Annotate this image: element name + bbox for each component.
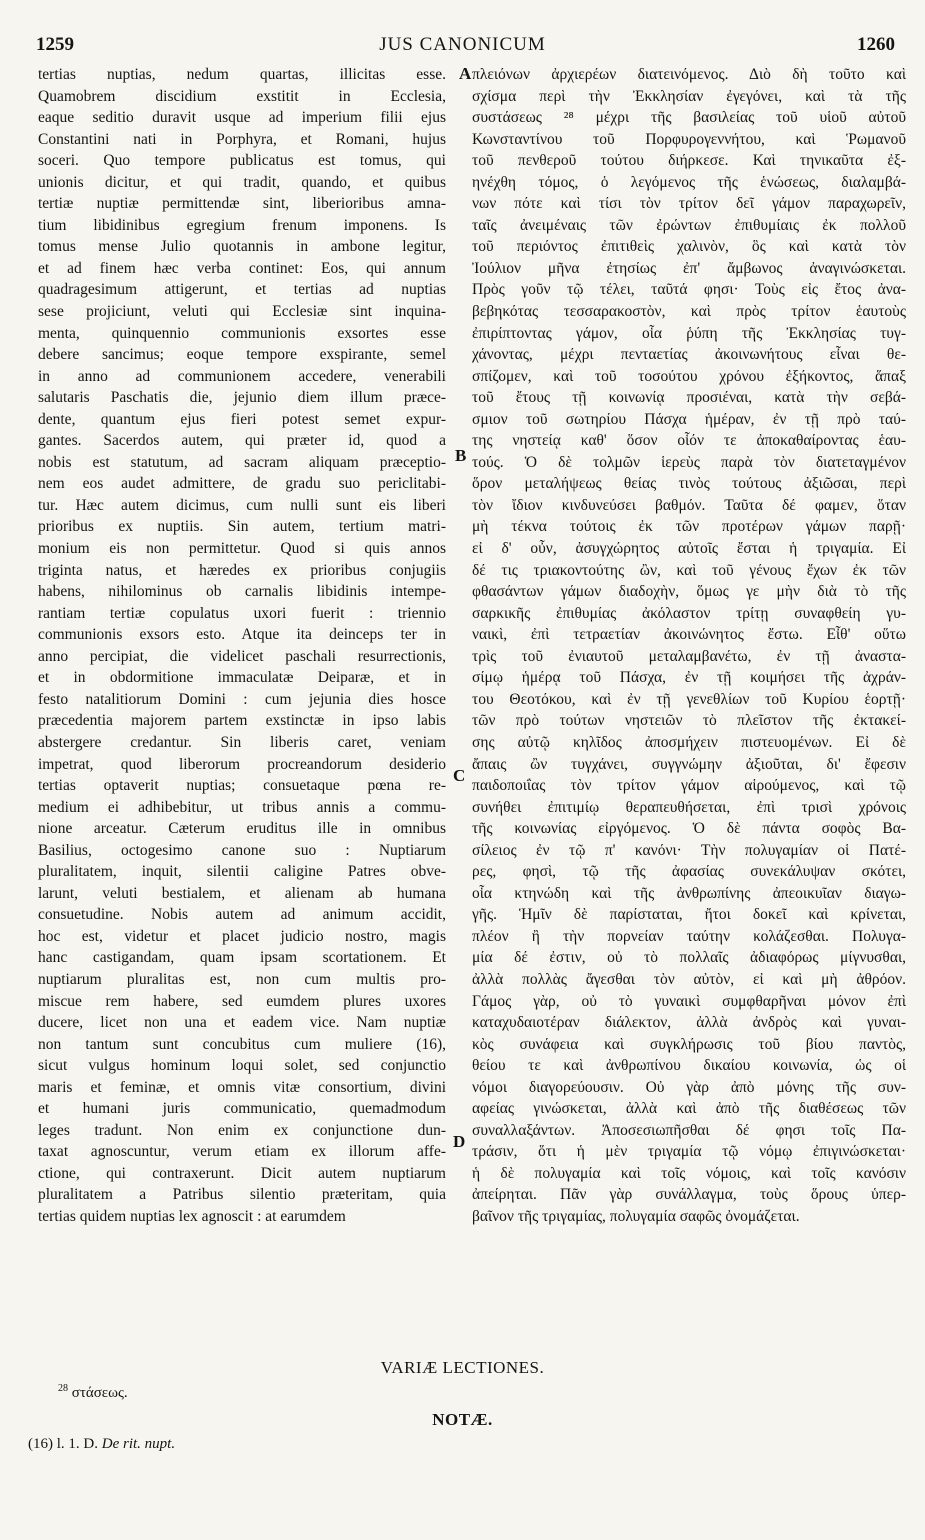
latin-line: habens, nihilominus ob carnalis libidinis intempe-	[38, 583, 446, 601]
latin-line: nobis est statutum, ad sacram aliquam præceptio-	[38, 453, 446, 471]
latin-line: quadragesimum attigerunt, et tertias ad nuptias	[38, 281, 446, 299]
greek-line: ρες, φησὶ, τῷ τῆς ἀφασίας συνεκάλυψαν σκότει,	[472, 863, 906, 881]
greek-line: τῶν πρὸ τούτων νηστειῶν τὸ πλεῖστον τῆς ἐκτακεί-	[472, 712, 906, 730]
latin-line: soceri. Quo tempore publicatus est tomus, qui	[38, 152, 446, 170]
latin-line: tomus mense Julio quotannis in ambone legitur,	[38, 238, 446, 256]
greek-line: τῆς κοινωνίας εἰργόμενος. Ὁ δὲ πάντα σοφὸς Βα-	[472, 820, 906, 838]
greek-line: ἀπείρηται. Πᾶν γὰρ συνάλλαγμα, τοὺς ὅρους ὑπερ-	[472, 1186, 906, 1204]
greek-line: τρὶς τοῦ ἐνιαυτοῦ μεταλαμβανέτω, ἐν τῇ ἀναστα-	[472, 647, 906, 665]
greek-line: κὸς συνάφεια καὶ συγκλήρωσις τοῦ βίου παντὸς,	[472, 1035, 906, 1053]
latin-line: debere sancimus; eoque tempore exspirante, semel	[38, 346, 446, 364]
latin-line: rantiam tertiæ copulatus uxori fuerit : triennio	[38, 604, 446, 622]
latin-line: maris et feminæ, et omnis vitæ consortium, divini	[38, 1078, 446, 1096]
latin-line: gantes. Sacerdos autem, qui præter id, quod a	[38, 432, 446, 450]
greek-line: Γάμος γὰρ, οὐ τὸ γυναικὶ συμφθαρῆναι μόνον ἐπὶ	[472, 992, 906, 1010]
latin-line: pluralitatem a Patribus silentio præteritam, quia	[38, 1186, 446, 1204]
margin-marker-a: A	[459, 64, 472, 83]
greek-line: ἄπαις ὢν τυγχάνει, συγγνώμην ἀξιοῦται, δι' ἔφεσιν	[472, 755, 906, 773]
greek-line: δέ τις τριακοντούτης ὢν, καὶ τοῦ γένους ἔχων ἐκ τῶν	[472, 561, 906, 579]
greek-line: σης αὐτῷ κηλῖδος ἀποσμήχειν πιστευομένων. Εἰ δὲ	[472, 733, 906, 751]
latin-line: triginta natus, et hæredes ex prioribus conjugiis	[38, 561, 446, 579]
latin-line: tium libidinibus egregium frenum imponens. Is	[38, 216, 446, 234]
latin-line: Constantini nati in Porphyra, et Romani, hujus	[38, 130, 446, 148]
latin-line: communionis exsors esto. Atque ita deinceps ter in	[38, 626, 446, 644]
greek-line: καταχυδαιοτέραν διάλεκτον, ἀλλὰ ἀνδρὸς καὶ γυναι-	[472, 1014, 906, 1032]
margin-marker-d: D	[453, 1132, 466, 1151]
footnote-number: (16)	[28, 1436, 53, 1452]
variant-note	[58, 1383, 128, 1402]
latin-line: præcedentia majorem partem exstinctæ in ipso labis	[38, 712, 446, 730]
greek-line: ναικὶ, ἐπὶ τετραετίαν ἀκοινώνητος ἔστω. Εἶθ' οὕτω	[472, 626, 906, 644]
margin-marker-b: B	[455, 446, 467, 465]
latin-line: ducere, licet non una et eadem vice. Nam nuptiæ	[38, 1014, 446, 1032]
latin-line: tertias quidem nuptias lex agnoscit : at earumdem	[38, 1207, 346, 1225]
latin-line: tertiæ nuptiæ permittendæ sint, liberioribus amna-	[38, 195, 446, 213]
greek-line: πλειόνων ἀρχιερέων διατεινόμενος. Διὸ δὴ τοῦτο καὶ	[472, 66, 906, 83]
greek-line: βαῖνον τῆς τριγαμίας, πολυγαμία σαφῶς ὀνομάζεται.	[472, 1207, 800, 1225]
page-number-left: 1259	[36, 34, 74, 55]
greek-line: θείου τε καὶ ἀνθρωπίνου δικαίου κοινωνία, ὡς οἱ	[472, 1057, 906, 1075]
greek-line: αφείας γινώσκεται, ἀλλὰ καὶ ἀπὸ τῆς διαθέσεως τῶν	[472, 1100, 906, 1118]
greek-line: του Θεοτόκου, καὶ ἐν τῇ γενεθλίων τοῦ Κυρίου ἑορτῇ·	[472, 690, 906, 708]
latin-line: ctione, qui contraxerunt. Dicit autem nuptiarum	[38, 1164, 446, 1182]
greek-line: Κωνσταντίνου τοῦ Πορφυρογεννήτου, καὶ Ῥωμανοῦ	[472, 130, 906, 148]
latin-line: nione arceatur. Cæterum eruditus ille in omnibus	[38, 820, 446, 838]
latin-line: Quamobrem discidium exstitit in Ecclesia,	[38, 87, 446, 105]
greek-line: χάνοντας, μέχρι πενταετίας ἀκοινωνήτους εἶναι θε-	[472, 346, 906, 364]
latin-line: hanc castigandam, quam ipsam scortationem. Et	[38, 949, 446, 967]
greek-line: μὴ τέκνα τούτοις ἐκ τῶν προτέρων γάμων παρῇ·	[472, 518, 906, 536]
latin-line: nuptiarum pluralitas est, non cum multis pro-	[38, 970, 446, 988]
latin-line: sese projiciunt, veluti qui Ecclesiæ sint inquina-	[38, 303, 446, 321]
greek-line: οἷα κτηνώδη καὶ τῆς ἀνθρωπίνης ἀπεοικυῖαν διαγω-	[472, 884, 906, 902]
greek-line: νόμοι διαγορεύουσιν. Οὐ γὰρ ἀπὸ μόνης τῆς συν-	[472, 1078, 906, 1096]
greek-line: τὸν ἴδιον κινδυνεύσει βαθμόν. Ταῦτα δέ φαμεν, ὅταν	[472, 496, 906, 514]
greek-line: ἡ δὲ πολυγαμία καὶ τοῖς νόμοις, καὶ τοῖς κανόσιν	[472, 1164, 906, 1182]
greek-line: τράσιν, ὅτι ἡ μὲν τριγαμία τῷ νόμῳ ἐπιγινώσκεται·	[472, 1143, 906, 1161]
latin-line: sicut vulgus hominum loqui solet, sed conjunctio	[38, 1057, 446, 1075]
latin-line: nem eos audet admittere, de gradu suo periclitabi-	[38, 475, 446, 493]
latin-line: et ad finem hæc verba continet: Eos, qui annum	[38, 259, 446, 277]
latin-line: leges tradunt. Non enim ex conjunctione dun-	[38, 1121, 446, 1139]
latin-line: unionis dicitur, et qui tradit, quando, et quibus	[38, 173, 446, 191]
variae-lectiones-heading: VARIÆ LECTIONES.	[380, 1358, 545, 1377]
latin-line: in anno ad communionem accedere, venerabili	[38, 367, 446, 385]
latin-line: consuetudine. Nobis autem ad animum accidit,	[38, 906, 446, 924]
greek-line: τοῦ πενθεροῦ τούτου διήρκεσε. Καὶ τηνικαῦτα ἐξ-	[472, 152, 906, 170]
latin-line: miscue rem habere, sed eumdem plures uxores	[38, 992, 446, 1010]
greek-line: ἐπιρίπτοντας γάμον, οἷα ῥύπη τῆς Ἐκκλησίας τυγ-	[472, 324, 906, 342]
latin-line: hoc est, videtur et placet judicio nostro, magis	[38, 927, 446, 945]
greek-line: μία δέ ἐστιν, οὐ τὸ πολλαῖς ἀδιαφόρως μίγνυσθαι,	[472, 949, 906, 967]
latin-line: tertias nuptias, nedum quartas, illicitas esse.	[38, 66, 446, 83]
greek-line: ταῖς ἀνειμέναις τῶν ἐρώντων ἐπιθυμίαις ἐκ πολλοῦ	[472, 216, 906, 234]
latin-line: larunt, veluti bestialem, et alienam ab humana	[38, 884, 446, 902]
latin-line: prioribus ex nuptiis. Sin autem, tertium matri-	[38, 518, 446, 536]
greek-line: σμιον τοῦ σωτηρίου Πάσχα ἡμέραν, ἐν τῇ πρὸ ταύ-	[472, 410, 906, 428]
running-title: JUS CANONICUM	[379, 34, 546, 55]
greek-line: συστάσεως ²⁸ μέχρι τῆς βασιλείας τοῦ υἱοῦ αὐτοῦ	[472, 109, 906, 127]
latin-line: salutaris Paschatis die, jejunio diem illum præce-	[38, 389, 446, 407]
greek-line: τοῦ ἔτους τῇ κοινωνίᾳ προσιέναι, κατὰ τὴν σεβά-	[472, 389, 906, 407]
greek-column	[472, 64, 906, 1228]
greek-line: βεβηκότας τεσσαρακοστὸν, καὶ πρὸς τρίτον ἑαυτοὺς	[472, 303, 906, 321]
latin-line: taxat agnoscuntur, verum etiam ex illorum affe-	[38, 1143, 446, 1161]
greek-line: συναλλαξάντων. Ἀποσεσιωπῆσθαι δέ φησι τοῖς Πα-	[472, 1121, 906, 1139]
greek-line: φθασάντων γάμων διαδοχὴν, ὅμως γε μὴν διὰ τὸ τῆς	[472, 583, 906, 601]
latin-line: non tantum sunt concubitus cum muliere (16),	[38, 1035, 446, 1053]
greek-line: γῆς. Ἡμῖν δὲ παρίσταται, ἤτοι δοκεῖ καὶ κρίνεται,	[472, 906, 906, 924]
latin-line: anno percipiat, die videlicet paschali resurrectionis,	[38, 647, 446, 665]
greek-line: ηνέχθη τόμος, ὁ λεγόμενος τῆς ἑνώσεως, διαλαμβά-	[472, 173, 906, 191]
latin-line: medium ei adhibebitur, ut tribus annis a commu-	[38, 798, 446, 816]
greek-line: Ἰούλιον μῆνα ἐτησίως ἐπ' ἄμβωνος ἀναγινώσκεται.	[472, 259, 906, 277]
latin-line: abstergere credantur. Sin liberis caret, veniam	[38, 733, 446, 751]
greek-line: τούς. Ὁ δὲ τολμῶν ἱερεὺς παρὰ τὸν διατεταγμένον	[472, 453, 906, 471]
latin-line: et humani juris communicatio, quemadmodum	[38, 1100, 446, 1118]
latin-line: Basilius, octogesimo canone suo : Nuptiarum	[38, 841, 446, 859]
greek-line: σίμῳ ἡμέρᾳ τοῦ Πάσχα, ἐν τῇ κοιμήσει τῆς ἀχράν-	[472, 669, 906, 687]
page-number-right: 1260	[857, 34, 895, 55]
variant-note-marker: 28	[58, 1383, 68, 1394]
greek-line: ἀλλὰ πολλὰς ἄγεσθαι τὸν αὐτὸν, εἰ καὶ μὴ ἀθρόον.	[472, 970, 906, 988]
greek-line: τοῦ περιόντος ἐπιτιθεὶς χαλινὸν, ὃς καὶ κατὰ τὸν	[472, 238, 906, 256]
footnote-16	[28, 1436, 175, 1453]
greek-line: εἰ δ' οὖν, ἀσυγχώρητος αὐτοῖς ἔσται ἡ τριγαμία. Εἰ	[472, 540, 906, 558]
latin-line: tertias optaverit nuptias; consuetaque pœna re-	[38, 777, 446, 795]
footnote-title: De rit. nupt.	[101, 1436, 176, 1452]
latin-line: dente, quantum ejus fieri potest semet expur-	[38, 410, 446, 428]
greek-line: σπίζομεν, καὶ τοῦ τοσούτου χρόνου ἐξήκοντος, ἅπαξ	[472, 367, 906, 385]
notae-heading: NOTÆ.	[432, 1410, 493, 1429]
greek-line: σαρκικῆς ἐπιθυμίας ἀκόλαστον τρίτῃ συναφθείη γυ-	[472, 604, 906, 622]
variant-note-text: στάσεως.	[71, 1385, 128, 1401]
latin-line: monium eis non permittetur. Quod si quis annos	[38, 540, 446, 558]
greek-line: συνήθει ἐπιτιμίῳ θεραπευθήσεται, ἐπὶ τρισὶ χρόνοις	[472, 798, 906, 816]
latin-line: impetrat, quod liberorum procreandorum desiderio	[38, 755, 446, 773]
greek-line: πλέον ἢ τὴν πορνείαν ταύτην κολάζεσθαι. Πολυγα-	[472, 927, 906, 945]
latin-line: festo natalitiorum Domini : cum jejunia dies hosce	[38, 690, 446, 708]
greek-line: Πρὸς γοῦν τῷ τέλει, ταῦτά φησι· Τοὺς εἰς ἔτος ἀνα-	[472, 281, 906, 299]
footnote-reference: l. 1. D.	[56, 1436, 98, 1452]
greek-line: παιδοποιΐας τὸν τρίτον γάμον αἱρούμενος, καὶ τῷ	[472, 777, 906, 795]
greek-line: της νηστείᾳ καθ' ὅσον οἷόν τε ἀποκαθαίροντας ἑαυ-	[472, 432, 906, 450]
latin-line: menta, quinquennio communionis exsortes esse	[38, 324, 446, 342]
latin-line: et in obdormitione immaculatæ Deiparæ, et in	[38, 669, 446, 687]
latin-line: pluralitatem, inquit, silentii caligine Patres obve-	[38, 863, 446, 881]
greek-line: νων πότε καὶ τίσι τὸν τρίτον δεῖ γάμον παραχωρεῖν,	[472, 195, 906, 213]
greek-line: σίλειος ἐν τῷ π' κανόνι· Τὴν πολυγαμίαν οἱ Πατέ-	[472, 841, 906, 859]
greek-line: σχίσμα περὶ τὴν Ἐκκλησίαν ἐγεγόνει, καὶ τὰ τῆς	[472, 87, 906, 105]
margin-marker-c: C	[453, 766, 466, 785]
latin-line: eaque seditio duravit usque ad imperium filii ejus	[38, 109, 446, 127]
latin-line: tur. Hæc autem dicimus, cum nulli sunt eis liberi	[38, 496, 446, 514]
latin-column	[38, 64, 446, 1228]
page-header	[30, 34, 895, 58]
greek-line: ὅρον μεταλήψεως θείας τινὸς τούτους ἀξιῶσαι, περὶ	[472, 475, 906, 493]
